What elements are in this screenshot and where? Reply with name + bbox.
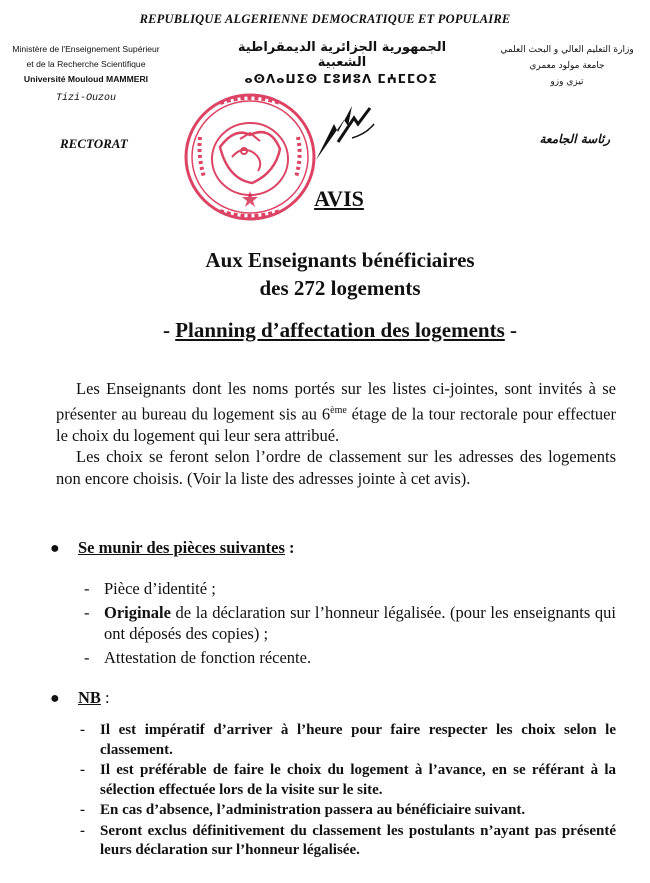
lightning-logo-icon [308,102,378,162]
nb-heading-row [50,688,110,708]
nb-heading-suffix: : [100,688,110,707]
list-item-text: Attestation de fonction récente. [104,647,312,667]
republic-header: REPUBLIQUE ALGERIENNE DEMOCRATIQUE ET POPULAIRE [139,12,511,26]
university-seal-stamp-icon [180,87,320,227]
subtitle [100,246,580,302]
pieces-heading-row [50,538,295,558]
planning-title: Planning d’affectation des logements [175,318,505,342]
list-item [84,647,616,669]
ministry-line-1: Ministère de l'Enseignement Supérieur [12,44,160,54]
bullet-icon: ● [50,690,60,707]
planning-prefix: - [162,318,176,342]
nb-list [80,721,616,862]
paragraph-1 [56,378,616,446]
arabic-city: تيزي وزو [550,77,584,87]
subtitle-line-2: des 272 logements [259,276,421,300]
paragraph-1-text-b: étage de la tour rectorale pour effectuer le choix du logement qui leur sera attribué. [56,404,617,445]
avis-title: AVIS [314,186,364,211]
arabic-ministry: وزارة التعليم العالي و البحث العلمي [500,45,634,55]
city-name: Tizi-Ouzou [55,93,116,104]
list-item [84,602,616,645]
paragraph-1-text-a: Les Enseignants dont les noms portés sur les listes ci-jointes, sont invités à se présenter au bureau du logement sis au 6 [56,379,616,423]
paragraph-2: Les choix se feront selon l’ordre de classement sur les adresses des logements non encore choisis. (Voir la liste des adresses jointe à cet avis). [56,447,616,488]
list-item-bold: Originale [104,602,171,622]
rectorat-label: RECTORAT [60,136,128,151]
tifinagh-university-name: ⴰⵙⴷⴰⵡⵉⵙ ⵎⵓⵍⵓⴷ ⵎⵄⵎⵎⵔⵉ [244,72,438,86]
pieces-heading: Se munir des pièces suivantes [78,538,285,557]
subtitle-line-1: Aux Enseignants bénéficiaires [205,248,475,272]
arabic-rectorat-label: رئاسة الجامعة [539,132,610,146]
arabic-university: جامعة مولود معمري [529,61,605,71]
list-item: - Seront exclus définitivement du classement les postulants n’ayant pas présenté leurs déclaration sur l’honneur légalisée. [80,822,616,861]
planning-heading [80,318,600,343]
notice-body [56,378,616,489]
nb-heading: NB [78,688,101,707]
pieces-list [84,578,616,668]
list-item [84,578,616,600]
arabic-republic: الجمهورية الجزائرية الديمقراطية الشعبية [237,40,447,70]
bullet-icon: ● [50,540,60,557]
ministry-block [6,42,166,106]
pieces-heading-suffix: : [284,538,295,557]
list-item: - Il est préférable de faire le choix du logement à l’avance, en se référant à la sélection effectuée lors de la visite sur le site. [80,761,616,800]
list-item: - En cas d’absence, l’administration passera au bénéficiaire suivant. [80,801,616,821]
list-item: - Il est impératif d’arriver à l’heure pour faire respecter les choix selon le classement. [80,721,616,760]
list-item-text: Pièce d’identité ; [104,579,216,598]
planning-suffix: - [504,318,518,342]
ministry-line-2: et de la Recherche Scientifique [26,59,146,69]
list-item-text: de la déclaration sur l’honneur légalisée. (pour les enseignants qui ont déposés des copies) ; [104,602,616,643]
university-name: Université Mouloud MAMMERI [23,74,149,84]
paragraph-1-superscript: ème [330,404,347,416]
arabic-ministry-block [492,42,642,90]
